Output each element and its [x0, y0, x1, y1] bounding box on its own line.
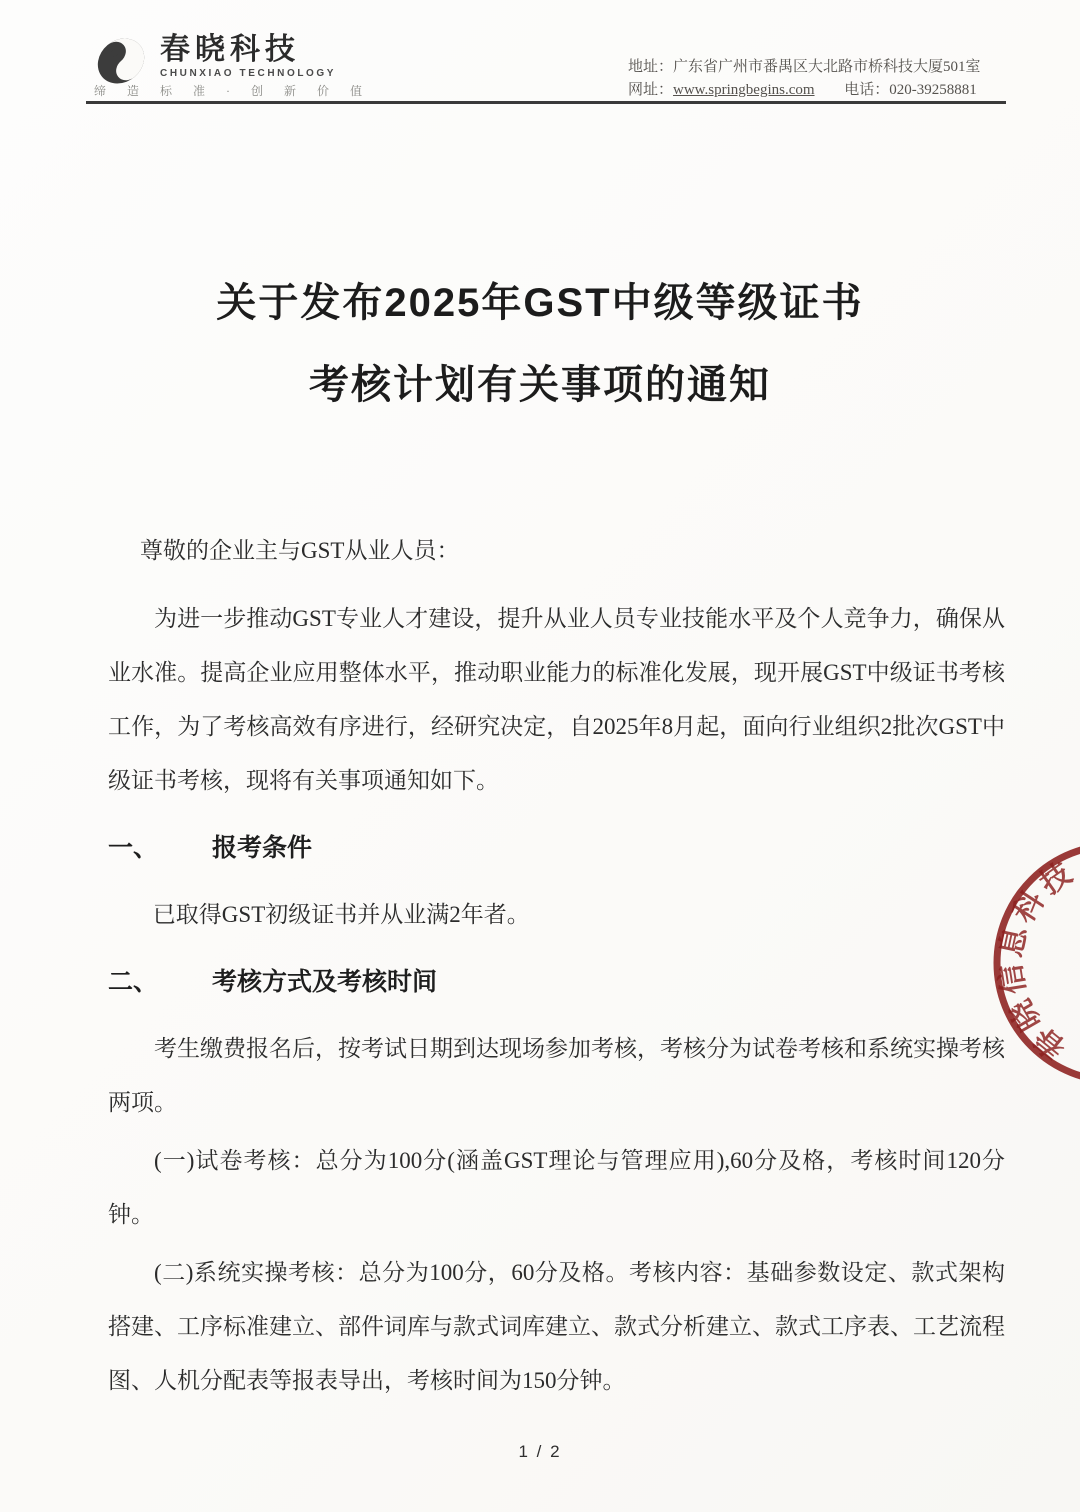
exam-item-1: (一)试卷考核：总分为100分(涵盖GST理论与管理应用),60分及格，考核时间120分钟。: [108, 1148, 1005, 1227]
section-2-paragraph: 考生缴费报名后，按考试日期到达现场参加考核，考核分为试卷考核和系统实操考核两项。: [108, 1036, 1005, 1115]
section-1-heading: [108, 828, 1005, 868]
seal-char: 春: [1027, 1020, 1073, 1066]
logo-company-name-en: CHUNXIAO TECHNOLOGY: [160, 68, 337, 79]
contact-block: [628, 56, 981, 102]
salutation: 尊敬的企业主与GST从业人员：: [140, 538, 460, 563]
website-url: www.springbegins.com: [673, 82, 815, 98]
logo-company-name: 春晓科技: [160, 33, 300, 66]
logo-tagline: 缔 造 标 准 · 创 新 价 值: [94, 84, 371, 98]
section-1-label: 报考条件: [212, 834, 313, 862]
seal-char: 息: [994, 923, 1034, 961]
section-1-body: 已取得GST初级证书并从业满2年者。: [152, 902, 530, 927]
seal-char: 信: [994, 961, 1032, 997]
document-title-line2: 考核计划有关事项的通知: [309, 363, 771, 407]
section-2-label: 考核方式及考核时间: [212, 968, 438, 996]
exam-item-2: (二)系统实操考核：总分为100分，60分及格。考核内容：基础参数设定、款式架构搭建、工序标准建立、部件词库与款式词库建立、款式分析建立、款式工序表、工艺流程图、人机分配表等报表导出，考核时间为150分钟。: [108, 1260, 1005, 1393]
intro-paragraph: 为进一步推动GST专业人才建设，提升从业人员专业技能水平及个人竞争力，确保从业水准。提高企业应用整体水平，推动职业能力的标准化发展，现开展GST中级证书考核工作，为了考核高效有序进行，经研究决定，自2025年8月起，面向行业组织2批次GST中级证书考核，现将有关事项通知如下。: [108, 606, 1005, 793]
seal-char: 晓: [1004, 993, 1048, 1037]
phone: 电话：020-39258881: [844, 82, 977, 98]
website-label: 网址：: [628, 82, 674, 98]
document-body: [108, 524, 1005, 1408]
section-1-number: 一、: [108, 834, 159, 862]
company-seal-stamp: [930, 818, 1080, 1118]
section-2-heading: [108, 962, 1005, 1002]
page-number: 1 / 2: [518, 1442, 562, 1461]
website-phone-line: [628, 79, 981, 102]
logo-swirl-icon: [92, 36, 150, 86]
address-line: 地址：广东省广州市番禺区大北路市桥科技大厦501室: [628, 59, 981, 75]
seal-char: 技: [1034, 856, 1078, 902]
company-logo: [92, 34, 336, 86]
logo-text-block: [160, 34, 336, 79]
header-divider-rule: [86, 101, 1006, 104]
document-title-line1: 关于发布2025年GST中级等级证书: [216, 281, 864, 325]
seal-char: 科: [1006, 885, 1052, 929]
section-2-number: 二、: [108, 968, 159, 996]
document-title: [0, 262, 1080, 426]
